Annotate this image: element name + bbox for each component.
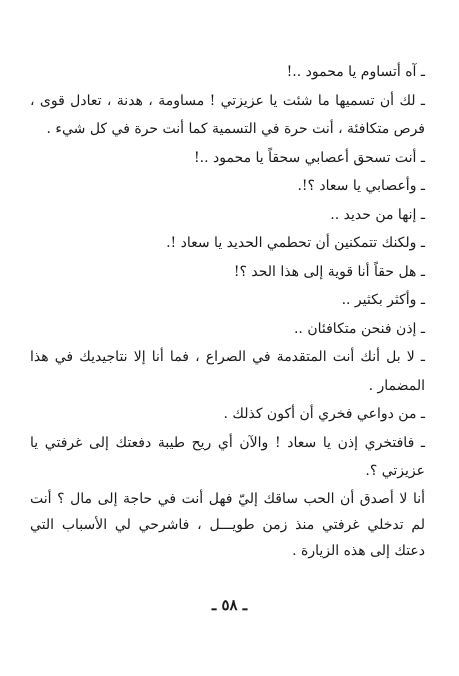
dialogue-line: ـ إنها من حديد .. bbox=[330, 206, 425, 223]
dialogue-line: ـ آه أتساوم يا محمود ..! bbox=[286, 64, 425, 80]
dialogue-line: ـ وأكثر بكثير .. bbox=[341, 292, 425, 308]
dialogue-line: ـ من دواعي فخري أن أكون كذلك . bbox=[223, 406, 425, 422]
dialogue-line: ـ ولكنك تتمكنين أن تحطمي الحديد يا سعاد !. bbox=[166, 235, 425, 251]
page-number: ـ ٥٨ ـ bbox=[211, 596, 248, 614]
dialogue-line: ـ أنت تسحق أعصابي سحقاً يا محمود ..! bbox=[194, 149, 425, 166]
dialogue-line: ـ فافتخري إذن يا سعاد ! والآن أي ريح طيبة دفعتك إلى غرفتي يا عزيزتي ؟. bbox=[30, 434, 425, 479]
dialogue-line: ـ وأعصابي يا سعاد ؟!. bbox=[297, 178, 425, 194]
dialogue-line: ـ هل حقاً أنا قوية إلى هذا الحد ؟! bbox=[233, 263, 425, 280]
dialogue-line: ـ لا بل أنك أنت المتقدمة في الصراع ، فما أنا إلا نتاجيديك في هذا المضمار . bbox=[30, 349, 426, 394]
dialogue-line: ـ لك أن تسميها ما شئت يا عزيزتي ! مساومة ، هدنة ، تعادل قوى ، فرص متكافئة ، أنت حرة في التسمية كما أنت حرة في كل شيء . bbox=[30, 92, 425, 137]
page-body-text bbox=[30, 58, 425, 564]
dialogue-line: ـ إذن فنحن متكافئان .. bbox=[293, 320, 425, 337]
narration-paragraph: أنا لا أصدق أن الحب ساقك إليّ فهل أنت في حاجة إلى مال ؟ أنت لم تدخلي غرفتي منذ زمن طويـــل ، فاشرحي لي الأسباب التي دعتك إلى هذه الزيارة . bbox=[30, 490, 425, 559]
